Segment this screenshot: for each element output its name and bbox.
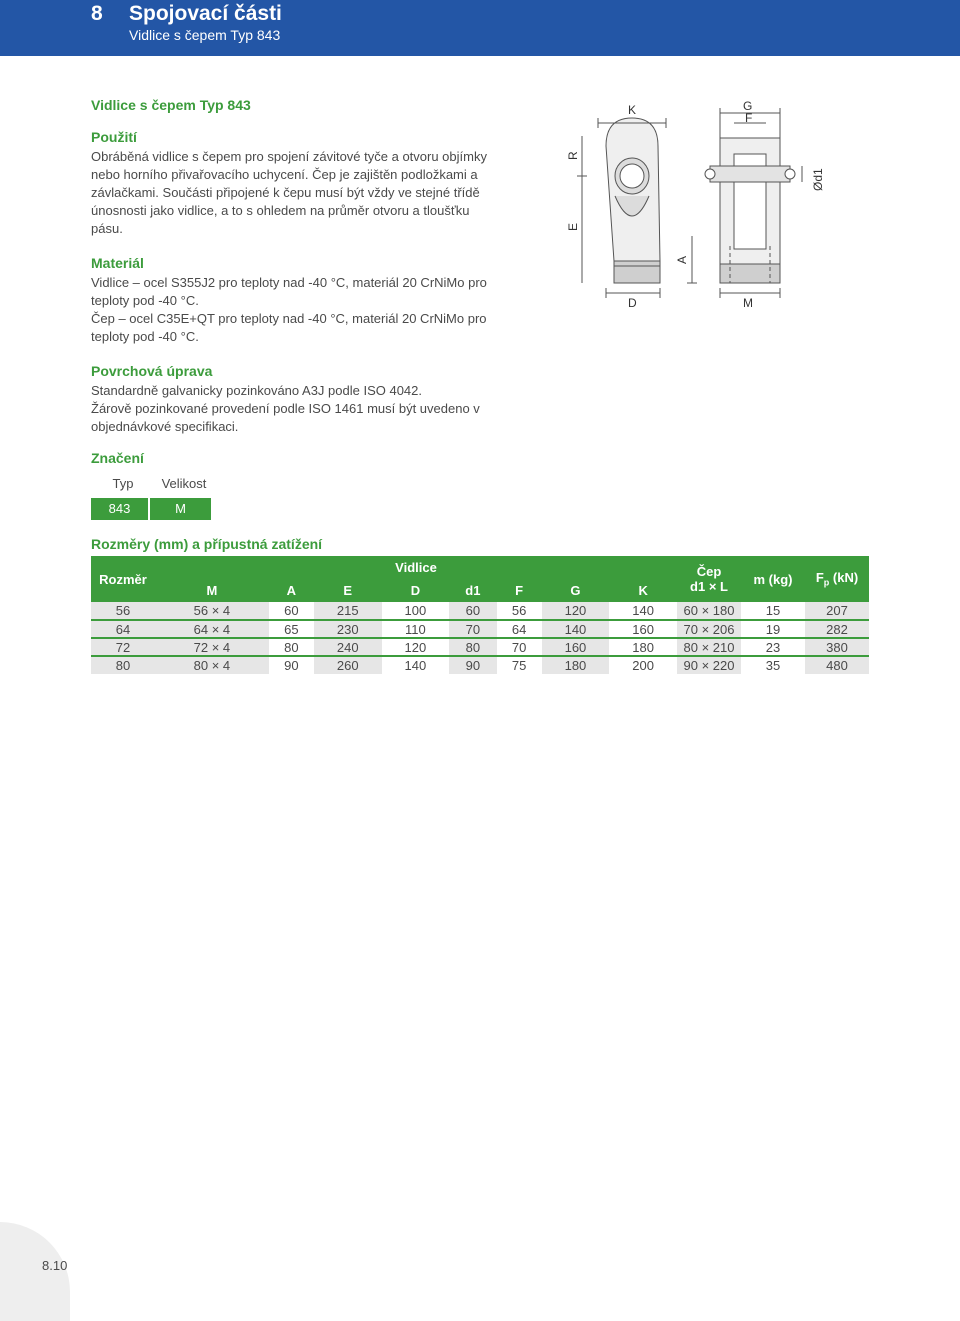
surface-heading: Povrchová úprava <box>91 363 213 379</box>
header-size: Rozměr <box>91 556 155 602</box>
header-col-d1: d1 <box>449 579 496 602</box>
table-cell: 64 <box>91 620 155 638</box>
header-col-e: E <box>314 579 382 602</box>
table-cell: 35 <box>765 658 781 673</box>
table-cell: 230 <box>314 620 382 638</box>
table-cell: 60 <box>449 602 496 620</box>
table-cell: 19 <box>741 620 805 638</box>
table-cell: 70 × 206 <box>677 620 741 638</box>
table-cell: 60 × 180 <box>677 602 741 620</box>
table-cell: 100 <box>382 602 450 620</box>
table-cell: 260 <box>314 656 382 674</box>
table-cell: 80 × 210 <box>677 638 741 656</box>
table-cell: 140 <box>404 658 427 673</box>
table-cell: 160 <box>609 620 677 638</box>
surface-line-2: Žárově pozinkované provedení podle ISO 1461 musí být uvedeno v objednávkové specifikaci. <box>91 401 480 434</box>
marking-type-value: 843 <box>91 498 148 520</box>
chapter-title: Spojovací části <box>129 2 282 25</box>
product-title: Vidlice s čepem Typ 843 <box>91 97 251 113</box>
table-cell: 70 <box>497 638 542 656</box>
technical-drawing <box>560 96 890 316</box>
header-fp <box>805 556 869 602</box>
table-row <box>91 620 869 638</box>
chapter-subtitle: Vidlice s čepem Typ 843 <box>129 27 281 43</box>
table-cell: 90 <box>284 658 299 673</box>
marking-values <box>91 498 211 520</box>
header-mass: m (kg) <box>741 556 805 602</box>
table-cell: 140 <box>609 602 677 620</box>
header-col-g: G <box>542 579 610 602</box>
dim-label-r: R <box>566 151 580 160</box>
table-cell: 72 <box>91 638 155 656</box>
dimensions-title: Rozměry (mm) a přípustná zatížení <box>91 536 323 552</box>
table-cell: 80 <box>449 638 496 656</box>
marking-header <box>91 476 211 496</box>
table-cell: 56 <box>91 602 155 620</box>
dim-label-d: D <box>628 296 637 310</box>
dim-label-k: K <box>628 103 637 117</box>
table-cell: 120 <box>542 602 610 620</box>
marking-box <box>91 476 211 520</box>
table-row <box>91 638 869 656</box>
table-row <box>91 602 869 620</box>
material-line-2: Čep – ocel C35E+QT pro teploty nad -40 °C, materiál 20 CrNiMo pro teploty pod -40 °C. <box>91 311 487 344</box>
usage-heading: Použití <box>91 129 137 145</box>
table-cell: 140 <box>542 620 610 638</box>
header-col-d: D <box>382 579 450 602</box>
table-cell: 90 × 220 <box>677 656 741 674</box>
header-cep-line2: d1 × L <box>690 579 728 594</box>
table-cell: 90 <box>449 656 496 674</box>
material-line-1: Vidlice – ocel S355J2 pro teploty nad -40 °C, materiál 20 CrNiMo pro teploty pod -40 °C. <box>91 275 487 308</box>
table-cell: 80 <box>91 656 155 674</box>
dimensions-table <box>91 556 869 674</box>
table-cell: 282 <box>805 620 869 638</box>
table-cell: 72 × 4 <box>155 638 269 656</box>
table-cell: 23 <box>741 638 805 656</box>
marking-size-value: M <box>150 498 211 520</box>
table-cell: 380 <box>805 638 869 656</box>
page-number: 8.10 <box>42 1258 68 1273</box>
dim-label-f: F <box>745 111 753 125</box>
header-cep <box>677 556 741 602</box>
table-cell: 207 <box>805 602 869 620</box>
marking-heading: Značení <box>91 450 144 466</box>
table-cell: 64 <box>497 620 542 638</box>
material-heading: Materiál <box>91 255 144 271</box>
chapter-number: 8 <box>91 2 103 25</box>
dim-label-m: M <box>743 296 753 310</box>
table-cell: 180 <box>609 638 677 656</box>
table-cell: 480 <box>805 656 869 674</box>
table-cell: 80 <box>269 638 314 656</box>
table-cell: 200 <box>632 658 654 673</box>
header-col-k: K <box>609 579 677 602</box>
dim-label-e: E <box>566 222 580 231</box>
header-band <box>0 0 960 56</box>
description-column <box>91 96 491 436</box>
table-cell: 215 <box>314 602 382 620</box>
header-cep-line1: Čep <box>696 564 722 579</box>
table-cell: 180 <box>542 656 610 674</box>
marking-col-size: Velikost <box>161 476 207 491</box>
header-col-m: M <box>155 579 269 602</box>
table-cell: 15 <box>741 602 805 620</box>
table-cell: 240 <box>314 638 382 656</box>
table-header-row-1 <box>91 556 869 579</box>
header-fp-main: F <box>815 570 824 586</box>
table-cell: 120 <box>382 638 450 656</box>
dim-label-d1: Ød1 <box>811 168 825 191</box>
table-cell: 160 <box>542 638 610 656</box>
header-col-a: A <box>269 579 314 602</box>
header-col-f: F <box>497 579 542 602</box>
table-cell: 56 × 4 <box>155 602 269 620</box>
table-row <box>91 656 869 674</box>
table-cell: 110 <box>382 620 450 638</box>
table-body <box>91 602 869 674</box>
surface-line-1: Standardně galvanicky pozinkováno A3J podle ISO 4042. <box>91 383 423 398</box>
table-cell: 80 × 4 <box>155 656 269 674</box>
table-cell: 60 <box>269 602 314 620</box>
table-cell: 64 × 4 <box>155 620 269 638</box>
dim-label-a: A <box>675 255 689 264</box>
header-vidlice: Vidlice <box>155 556 677 579</box>
table-cell: 65 <box>269 620 314 638</box>
dim-label-g: G <box>743 99 753 113</box>
header-fp-sub: p <box>823 577 830 588</box>
table-cell: 75 <box>511 658 527 673</box>
usage-text: Obráběná vidlice s čepem pro spojení závitové tyče a otvoru objímky nebo horního přivařovacího uchycení. Čep je zajištěn podložkami a závlačkami. Součásti připojené k čepu musí být vždy ve stejné třídě únosnosti jako vidlice, a to s ohledem na průměr otvoru a tloušťku pásu. <box>91 149 487 236</box>
table-cell: 70 <box>449 620 496 638</box>
header-fp-unit: (kN) <box>829 570 859 586</box>
table-cell: 56 <box>497 602 542 620</box>
marking-col-type: Typ <box>112 476 134 491</box>
